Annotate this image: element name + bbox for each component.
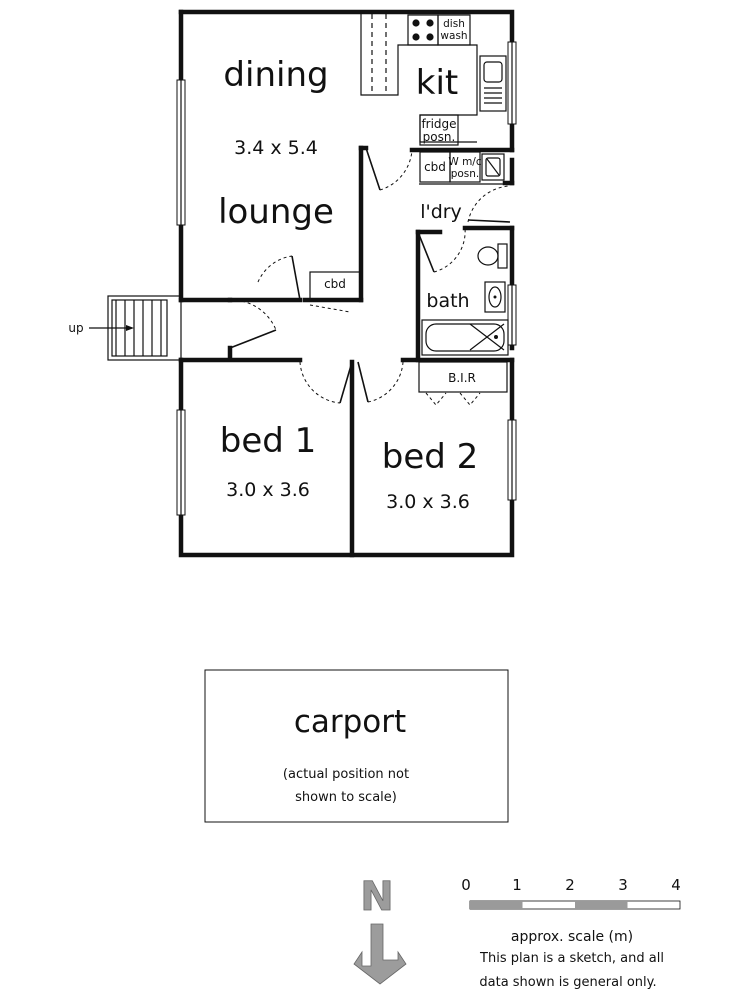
carport-note-line1: (actual position not	[282, 767, 410, 782]
label-bed1-dim: 3.0 x 3.6	[226, 479, 310, 501]
scale-bar	[461, 876, 681, 990]
cupboards	[310, 272, 507, 405]
compass-letter: N	[360, 874, 394, 920]
label-fridge-posn: posn.	[422, 130, 456, 144]
scale-tick-1: 1	[512, 876, 522, 894]
scale-label: approx. scale (m)	[510, 929, 634, 945]
doors	[230, 148, 510, 403]
label-cbd-lounge: cbd	[324, 277, 346, 291]
label-bir: B.I.R	[448, 371, 476, 385]
label-bed2-dim: 3.0 x 3.6	[386, 491, 470, 513]
scale-tick-0: 0	[461, 876, 471, 894]
carport-note-line2: shown to scale)	[295, 790, 397, 805]
label-dining: dining	[223, 55, 329, 95]
label-bath: bath	[426, 290, 470, 312]
scale-tick-3: 3	[618, 876, 628, 894]
label-wmc-posn: posn.	[450, 168, 480, 180]
up-arrow-icon	[126, 325, 134, 331]
label-kit: kit	[415, 63, 459, 103]
north-compass-icon	[354, 874, 406, 984]
disclaimer-line1: This plan is a sketch, and all	[480, 951, 664, 966]
label-laundry: l'dry	[420, 201, 462, 223]
label-fridge: fridge	[421, 117, 457, 131]
label-bed2: bed 2	[381, 437, 479, 477]
label-cbd-laundry: cbd	[424, 160, 446, 174]
label-wash: wash	[440, 30, 468, 42]
label-dish: dish	[443, 18, 465, 30]
scale-tick-2: 2	[565, 876, 575, 894]
label-wmc: W m/c	[448, 156, 482, 168]
carport	[205, 670, 508, 822]
label-lounge: lounge	[218, 192, 334, 232]
label-dining-dim: 3.4 x 5.4	[234, 137, 318, 159]
entry-stairs	[89, 296, 181, 360]
carport-title: carport	[293, 704, 407, 740]
scale-tick-4: 4	[671, 876, 681, 894]
label-up: up	[68, 321, 84, 335]
disclaimer-line2: data shown is general only.	[479, 975, 657, 990]
label-bed1: bed 1	[219, 421, 317, 461]
